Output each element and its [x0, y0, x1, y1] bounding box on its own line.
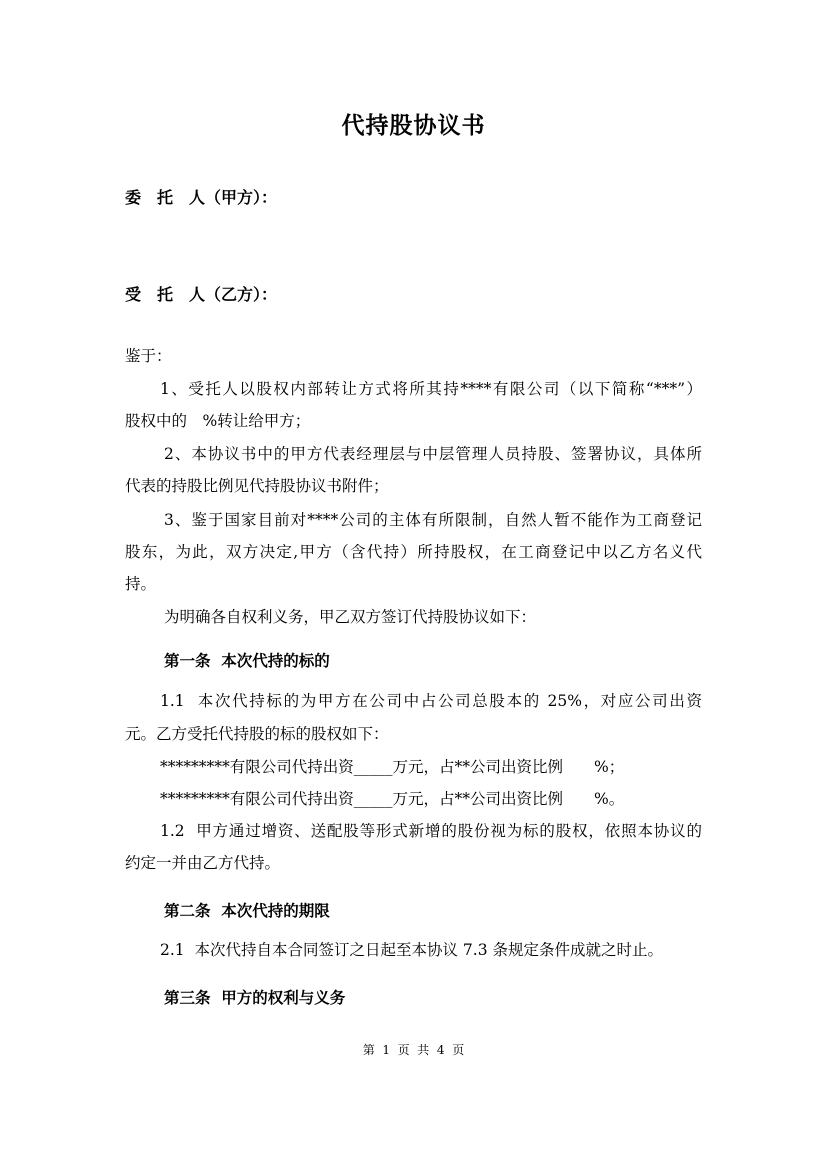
- whereas-3-line3: 持。: [125, 575, 157, 593]
- document-title: 代持股协议书: [341, 113, 486, 139]
- clause-1-1-item-2: *********有限公司代持出资_____万元，占**公司出资比例 %。: [160, 790, 625, 808]
- whereas-label: 鉴于：: [125, 347, 172, 365]
- party-b-label: 受 托 人（乙方）：: [125, 285, 278, 304]
- article-1-heading: 第一条 本次代持的标的: [164, 652, 330, 670]
- clause-1-1-item-1: *********有限公司代持出资_____万元，占**公司出资比例 %；: [160, 758, 625, 776]
- whereas-1-line2: 股权中的 %转让给甲方；: [125, 412, 311, 430]
- clause-1-2-line2: 约定一并由乙方代持。: [125, 854, 281, 872]
- clause-1-1-line1: 1.1 本次代持标的为甲方在公司中占公司总股本的 25%，对应公司出资: [160, 692, 702, 710]
- whereas-3-line1: 3、鉴于国家目前对****公司的主体有所限制，自然人暂不能作为工商登记: [164, 511, 702, 529]
- party-a-label: 委 托 人（甲方）：: [125, 188, 278, 207]
- article-3-heading: 第三条 甲方的权利与义务: [164, 989, 346, 1007]
- clause-1-1-line2: 元。乙方受托代持股的标的股权如下：: [125, 725, 389, 743]
- whereas-3-line2: 股东，为此，双方决定,甲方（含代持）所持股权，在工商登记中以乙方名义代: [125, 543, 702, 561]
- whereas-2-line2: 代表的持股比例见代持股协议书附件；: [125, 477, 389, 495]
- clause-2-1: 2.1 本次代持自本合同签订之日起至本协议 7.3 条规定条件成就之时止。: [160, 941, 664, 959]
- whereas-2-line1: 2、本协议书中的甲方代表经理层与中层管理人员持股、签署协议，具体所: [164, 445, 702, 463]
- page-footer: 第 1 页 共 4 页: [362, 1043, 465, 1057]
- intro-paragraph: 为明确各自权利义务，甲乙双方签订代持股协议如下：: [164, 608, 537, 626]
- article-2-heading: 第二条 本次代持的期限: [164, 902, 330, 920]
- clause-1-2-line1: 1.2 甲方通过增资、送配股等形式新增的股份视为标的股权，依照本协议的: [160, 822, 702, 840]
- whereas-1-line1: 1、受托人以股权内部转让方式将所其持****有限公司（以下简称“***”）: [160, 380, 702, 398]
